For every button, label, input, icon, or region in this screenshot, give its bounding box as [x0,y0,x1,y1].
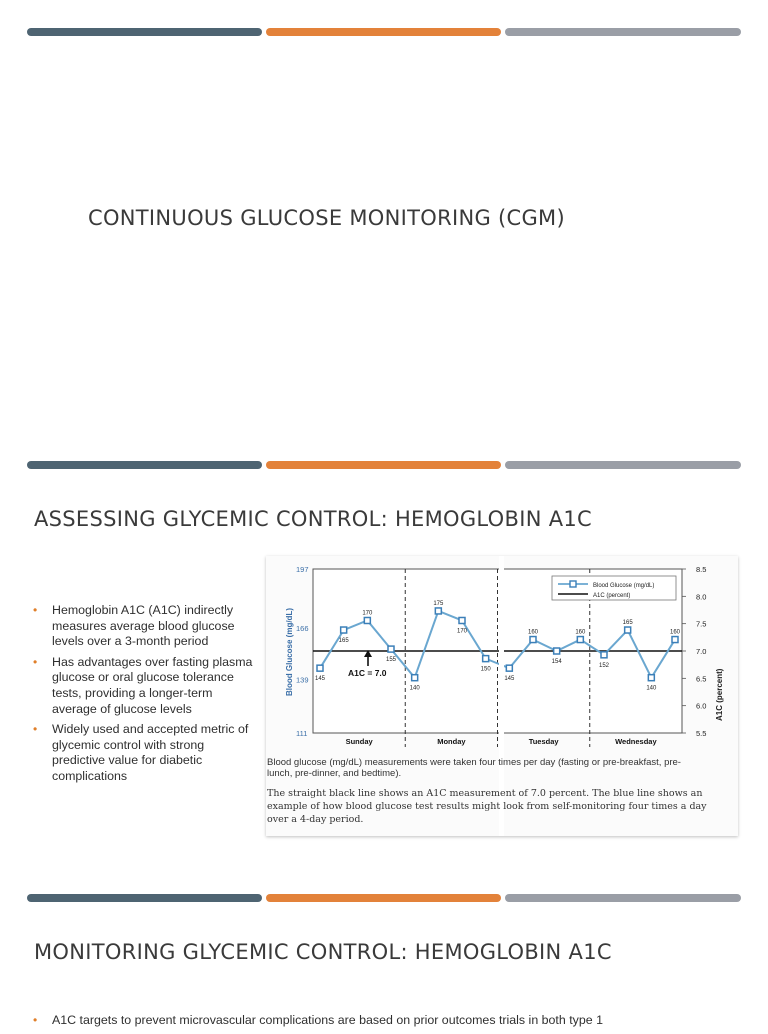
caption-line: lunch, pre-dinner, and bedtime). [267,768,402,779]
y2-tick-label: 8.5 [696,565,707,574]
data-label: 145 [504,676,515,683]
accent-bar-slate [27,894,262,902]
data-point [341,627,347,633]
y2-tick-label: 6.0 [696,701,707,711]
annotation-label: A1C = 7.0 [348,668,387,678]
data-point [317,665,323,671]
slide3-title: MONITORING GLYCEMIC CONTROL: HEMOGLOBIN A1C [34,940,612,964]
data-label: 154 [551,659,562,665]
y2-tick-label: 7.0 [696,647,707,656]
data-label: 150 [480,666,491,673]
data-point [435,608,441,614]
data-point [364,617,370,623]
bullet-item: • Widely used and accepted metric of glycemic control with strong predictive value for diabetic complications [33,722,249,783]
data-label: 145 [314,676,326,683]
chart-legend [552,576,676,600]
data-point [388,646,394,652]
slide2-bullet-list [33,603,258,790]
y2-tick-label: 8.0 [696,592,707,602]
data-point [601,652,607,658]
data-point [483,656,489,662]
bullet-dot-icon: • [33,1013,38,1027]
bullet-dot-icon: • [33,603,38,617]
y2-axis-label: A1C (percent) [715,668,724,721]
data-point [648,675,654,681]
data-label: 170 [456,628,468,635]
data-label: 160 [527,629,539,636]
data-point [672,637,678,643]
accent-bar-gray [505,461,741,469]
slide2-accent-bars [27,461,741,469]
data-label: 175 [433,600,444,607]
data-label: 165 [338,638,349,645]
x-tick-label: Wednesday [615,737,657,746]
accent-bar-gray [505,894,741,902]
y2-tick-label: 5.5 [696,729,707,738]
x-tick-label: Sunday [345,737,373,746]
x-tick-label: Tuesday [528,737,559,746]
bullet-dot-icon: • [33,722,38,737]
data-point [506,665,512,671]
slide1-title: CONTINUOUS GLUCOSE MONITORING (CGM) [88,206,565,230]
data-label: 160 [669,629,681,636]
data-point [577,637,583,643]
caption-line: over a 4-day period. [267,814,364,825]
data-label: 160 [575,629,586,636]
bullet-dot-icon: • [33,654,38,669]
accent-bar-gray [505,28,741,36]
accent-bar-slate [27,28,262,36]
data-point [554,648,560,654]
y2-tick-label: 7.5 [696,619,707,629]
data-label: 140 [409,685,420,692]
y2-tick-label: 6.5 [696,674,707,684]
slide3-bullet-list [33,1013,733,1034]
slide1-accent-bars [27,28,741,36]
y-tick-label: 166 [296,624,309,634]
data-label: 152 [598,662,610,669]
data-label: 170 [362,610,373,617]
bullet-item: • Hemoglobin A1C (A1C) indirectly measures average blood glucose levels over a 3-month period [33,603,235,649]
slide3-accent-bars [27,894,741,902]
data-label: 165 [622,620,633,627]
caption-line: example of how blood glucose test results might look from self-monitoring four times a day [267,801,707,812]
data-label: 155 [385,657,397,664]
legend-label-glucose: Blood Glucose (mg/dL) [593,583,655,589]
bullet-item: • A1C targets to prevent microvascular complications are based on prior outcomes trials in both type 1 [33,1013,603,1027]
data-point [530,637,536,643]
data-point [625,627,631,633]
accent-bar-orange [266,461,501,469]
legend-marker-icon [570,581,576,587]
caption-line: Blood glucose (mg/dL) measurements were taken four times per day (fasting or pre-breakfast, pre- [267,757,681,768]
data-point [412,675,418,681]
caption-line: The straight black line shows an A1C measurement of 7.0 percent. The blue line shows an [267,788,703,799]
legend-label-a1c: A1C (percent) [593,593,631,599]
accent-bar-orange [266,894,501,902]
y-tick-label: 197 [296,565,309,574]
data-label: 140 [646,685,657,692]
x-tick-label: Monday [437,737,466,746]
bullet-item: • Has advantages over fasting plasma glucose or oral glucose tolerance tests, providing a longer-term average of glucose levels [33,654,253,716]
data-point [459,617,465,623]
y-tick-label: 111 [296,729,308,738]
y-tick-label: 139 [296,675,309,685]
accent-bar-orange [266,28,501,36]
y-axis-label: Blood Glucose (mg/dL) [285,608,294,696]
slide2-title: ASSESSING GLYCEMIC CONTROL: HEMOGLOBIN A1C [34,507,592,531]
accent-bar-slate [27,461,262,469]
